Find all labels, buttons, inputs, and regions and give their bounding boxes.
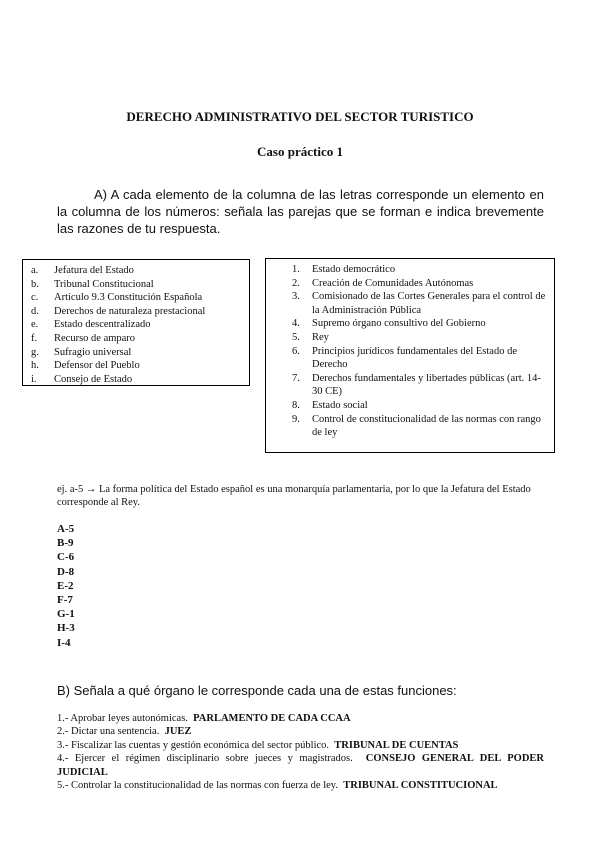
number-marker: 4. <box>292 318 300 330</box>
letter-text: Sufragio universal <box>54 346 132 358</box>
letter-text: Defensor del Pueblo <box>54 360 140 372</box>
numbers-list <box>266 259 554 440</box>
answer-item: B-9 <box>57 537 74 550</box>
function-answer: JUEZ <box>164 726 192 738</box>
letter-marker: c. <box>31 292 39 304</box>
letters-list <box>23 260 249 386</box>
letter-item <box>31 346 249 360</box>
letter-item <box>31 318 249 332</box>
answer-item: D-8 <box>57 565 75 578</box>
letters-column-box <box>22 259 250 386</box>
letter-marker: b. <box>31 278 39 290</box>
letter-item <box>31 359 249 373</box>
letter-marker: a. <box>31 265 39 276</box>
number-marker: 5. <box>292 331 300 343</box>
letter-text: Artículo 9.3 Constitución Española <box>54 292 203 304</box>
letter-marker: f. <box>31 332 38 344</box>
letter-text: Derechos de naturaleza prestacional <box>54 305 206 317</box>
function-item <box>57 752 544 779</box>
letter-item <box>31 291 249 305</box>
number-marker: 7. <box>292 372 300 384</box>
function-item <box>57 712 544 725</box>
letter-item <box>31 373 249 387</box>
number-marker: 2. <box>292 277 300 289</box>
letter-marker: h. <box>31 360 39 372</box>
function-question: 5.- Controlar la constitucionalidad de las normas con fuerza de ley. <box>57 780 338 792</box>
function-answer: PARLAMENTO DE CADA CCAA <box>193 713 351 724</box>
letter-item <box>31 264 249 278</box>
function-answer: CONSEJO GENERAL DEL PODER JUDICIAL <box>57 753 545 778</box>
number-item <box>292 399 546 413</box>
answer-item: F-7 <box>57 594 73 607</box>
letter-item <box>31 278 249 292</box>
number-item <box>292 331 546 345</box>
number-marker: 3. <box>292 291 300 303</box>
letter-marker: d. <box>31 305 39 317</box>
number-text: Control de constitucionalidad de las normas con rango de ley <box>312 413 541 439</box>
answer-item: C-6 <box>57 551 75 564</box>
function-item <box>57 725 544 738</box>
letter-text: Recurso de amparo <box>54 332 136 344</box>
function-answer: TRIBUNAL CONSTITUCIONAL <box>343 780 498 792</box>
function-question: 4.- Ejercer el régimen disciplinario sobre jueces y magistrados. <box>57 753 353 765</box>
number-item <box>292 277 546 291</box>
number-item <box>292 345 546 372</box>
number-item <box>292 413 546 440</box>
letter-marker: e. <box>31 319 39 331</box>
letter-text: Jefatura del Estado <box>54 265 134 276</box>
section-a-intro: A) A cada elemento de la columna de las letras corresponde un elemento en la columna de los números: señala las parejas que se forman e indica brevemente las razones de tu respuesta. <box>57 187 544 236</box>
number-text: Principios jurídicos fundamentales del Estado de Derecho <box>312 345 517 371</box>
number-text: Creación de Comunidades Autónomas <box>312 277 474 289</box>
section-b-intro: B) Señala a qué órgano le corresponde cada una de estas funciones: <box>57 683 457 698</box>
letter-item <box>31 305 249 319</box>
letter-text: Estado descentralizado <box>54 319 151 331</box>
function-item <box>57 779 544 792</box>
number-text: Rey <box>312 331 329 343</box>
function-question: 2.- Dictar una sentencia. <box>57 726 160 738</box>
number-item <box>292 263 546 277</box>
number-text: Comisionado de las Cortes Generales para el control de la Administración Pública <box>312 291 546 316</box>
answer-item: H-3 <box>57 622 75 635</box>
answer-item: I-4 <box>57 636 71 649</box>
document-title: DERECHO ADMINISTRATIVO DEL SECTOR TURISTICO <box>126 109 474 124</box>
number-text: Estado social <box>312 399 368 411</box>
letter-text: Consejo de Estado <box>54 373 133 385</box>
function-answer: TRIBUNAL DE CUENTAS <box>334 739 459 751</box>
document-subtitle: Caso práctico 1 <box>257 144 343 159</box>
letter-marker: g. <box>31 346 39 358</box>
letter-item <box>31 332 249 346</box>
number-marker: 9. <box>292 413 300 425</box>
function-item <box>57 739 544 752</box>
answers-list <box>57 522 75 650</box>
answer-item: G-1 <box>57 608 75 621</box>
function-question: 1.- Aprobar leyes autonómicas. <box>57 713 188 724</box>
number-text: Estado democrático <box>312 264 396 275</box>
number-text: Supremo órgano consultivo del Gobierno <box>312 318 486 330</box>
number-marker: 6. <box>292 345 300 357</box>
example-answer: ej. a-5 → La forma política del Estado español es una monarquía parlamentaria, por lo que la Jefatura del Estado corresponde al Rey. <box>57 484 531 508</box>
functions-list <box>57 712 544 792</box>
number-item <box>292 372 546 399</box>
function-question: 3.- Fiscalizar las cuentas y gestión económica del sector público. <box>57 739 330 751</box>
number-item <box>292 317 546 331</box>
number-marker: 1. <box>292 264 300 275</box>
letter-text: Tribunal Constitucional <box>54 278 154 290</box>
numbers-column-box <box>265 258 555 453</box>
number-text: Derechos fundamentales y libertades públicas (art. 14-30 CE) <box>312 372 541 398</box>
answer-item: A-5 <box>57 523 75 535</box>
letter-marker: i. <box>31 373 37 385</box>
number-marker: 8. <box>292 399 300 411</box>
answer-item: E-2 <box>57 579 74 592</box>
number-item <box>292 290 546 317</box>
